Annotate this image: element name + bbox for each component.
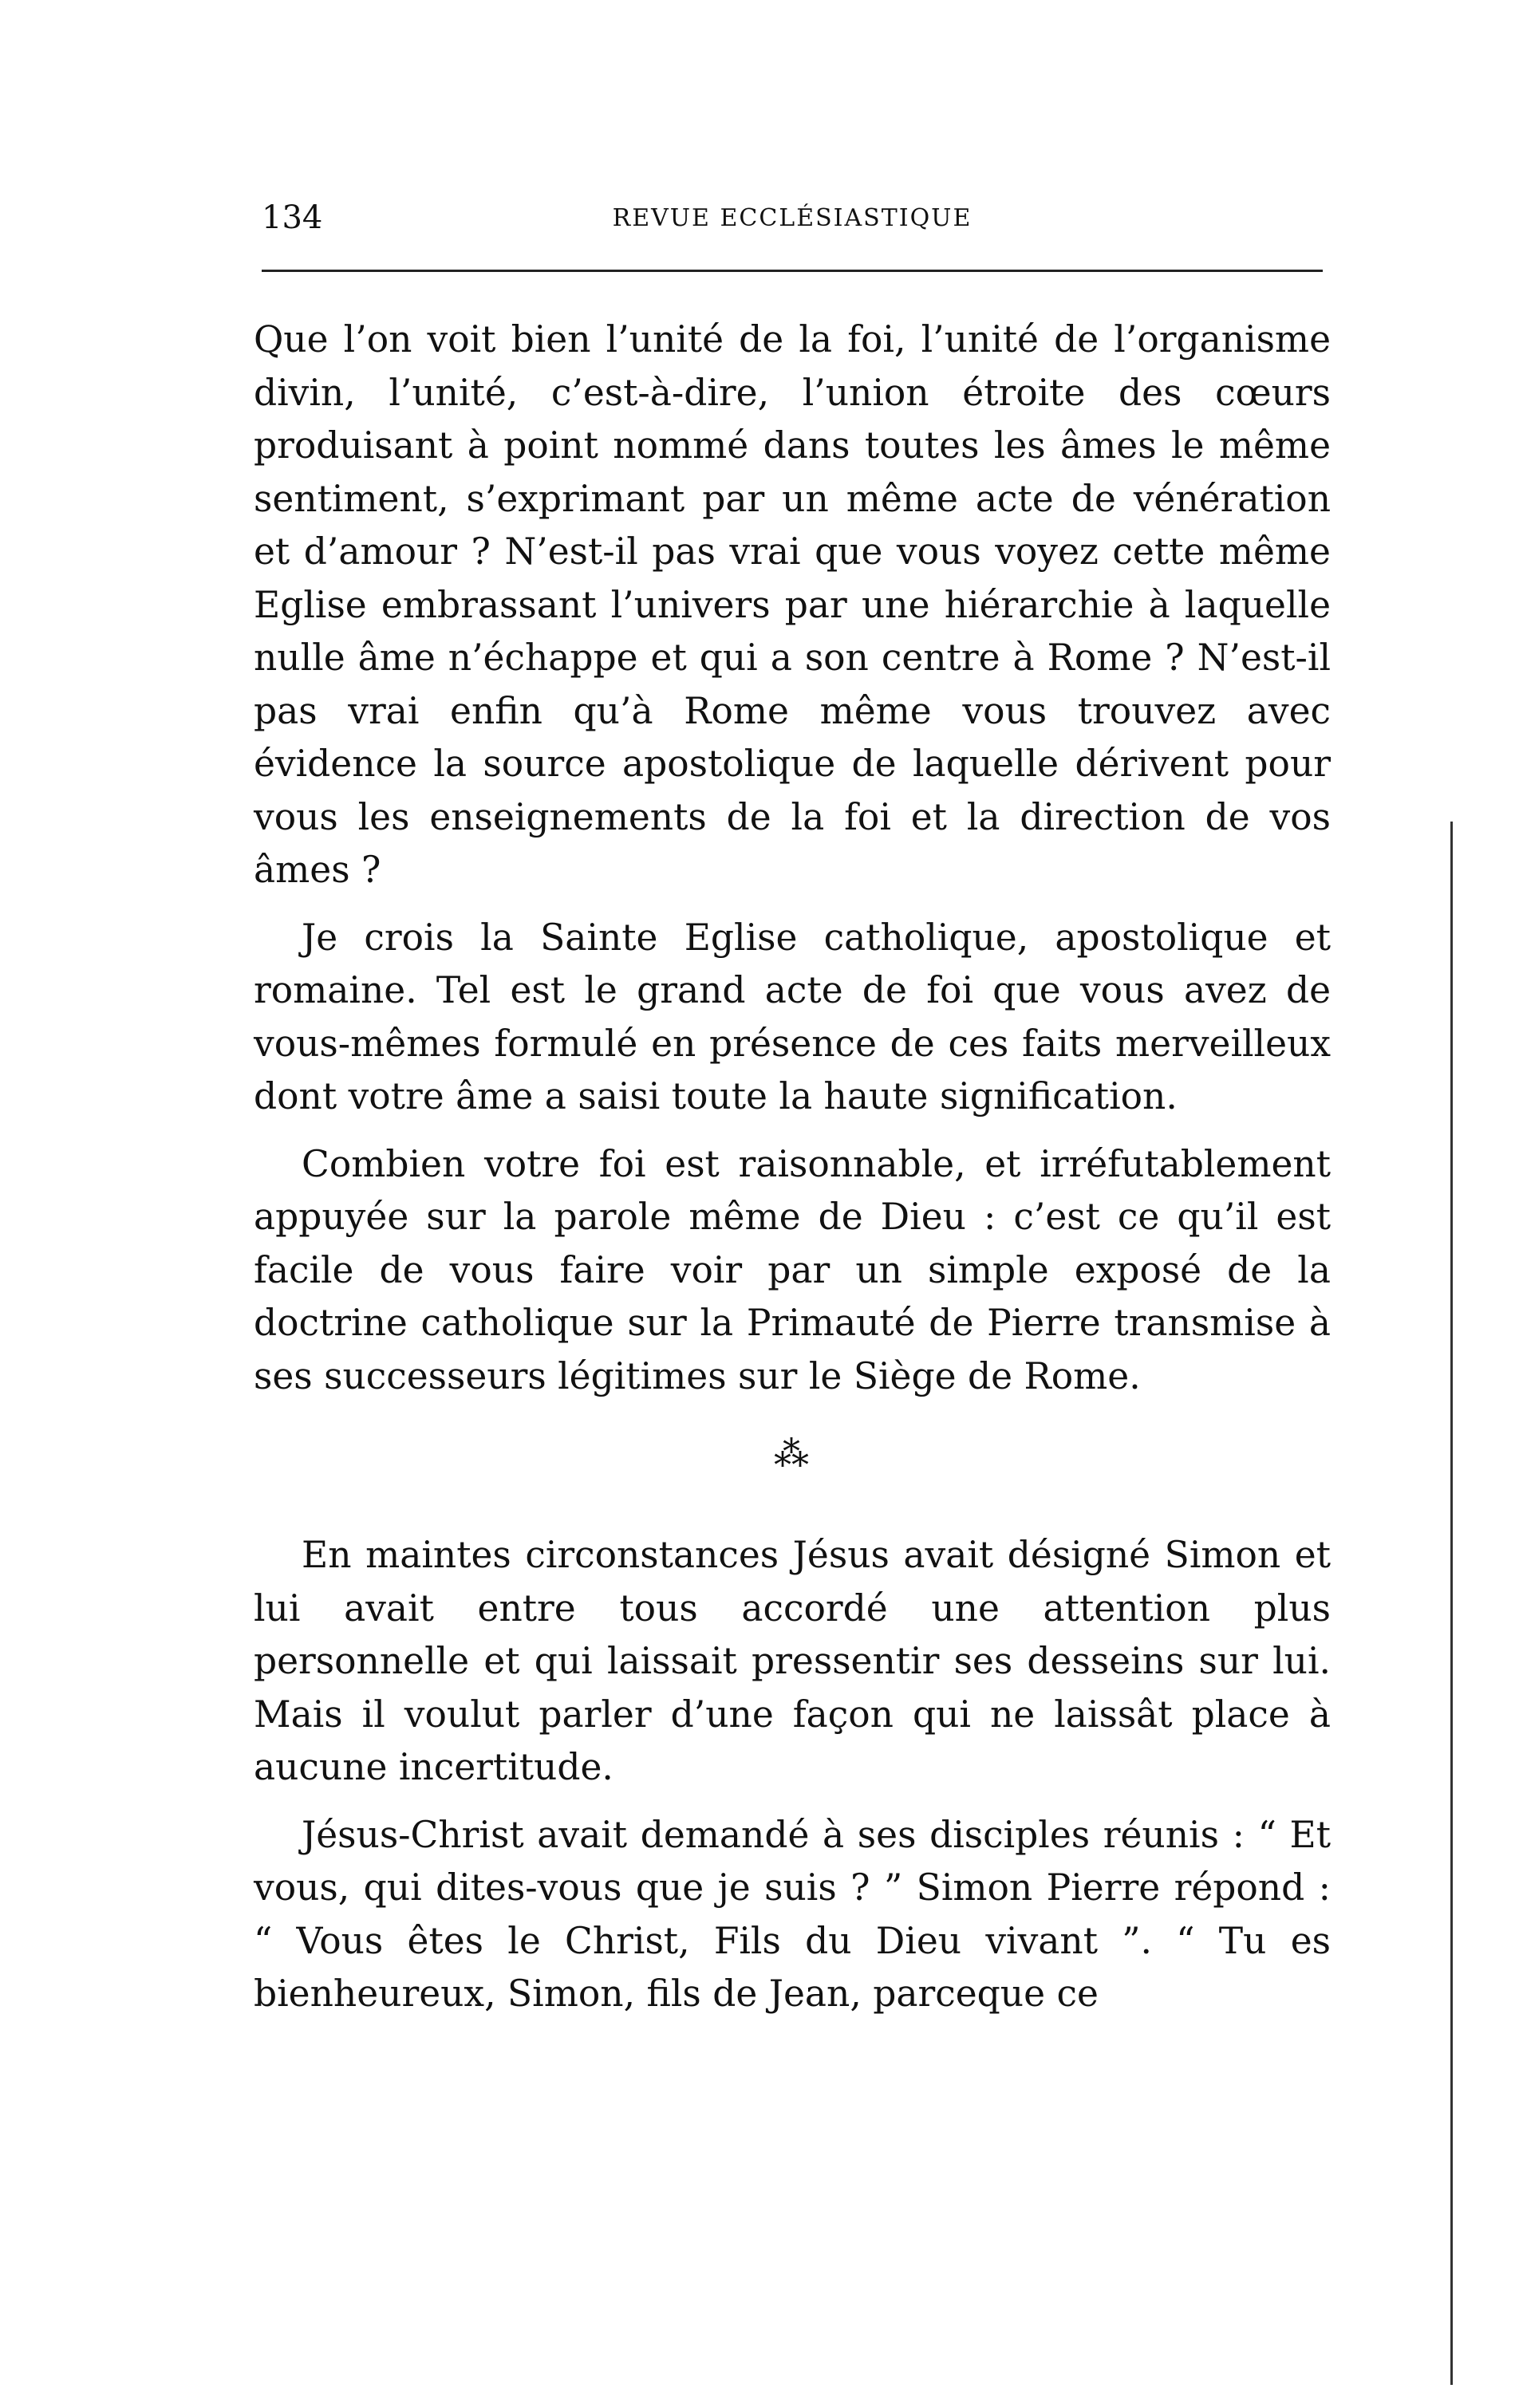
page-header bbox=[254, 199, 1331, 247]
paragraph-4: En maintes circonstances Jésus avait désigné Simon et lui avait entre tous accordé une attention plus personnelle et qui laissait pressentir ses desseins sur lui. Mais il voulut parler d’une façon qui ne laissât place à aucune incertitude. bbox=[254, 1534, 1331, 1788]
page-edge-line bbox=[1450, 822, 1453, 2385]
running-title: REVUE ECCLÉSIASTIQUE bbox=[612, 204, 973, 232]
paragraph-2: Je crois la Sainte Eglise catholique, apostolique et romaine. Tel est le grand acte de foi que vous avez de vous-mêmes formulé en présence de ces faits merveilleux dont votre âme a saisi toute la haute signification. bbox=[254, 916, 1331, 1117]
paragraph-3: Combien votre foi est raisonnable, et irréfutablement appuyée sur la parole même de Dieu : c’est ce qu’il est facile de vous faire voir par un simple exposé de la doctrine catholique sur la Primauté de Pierre transmise à ses successeurs légitimes sur le Siège de Rome. bbox=[254, 1142, 1331, 1397]
book-page bbox=[254, 199, 1331, 2036]
body-text bbox=[254, 313, 1331, 2021]
paragraph-5: Jésus-Christ avait demandé à ses disciples réunis : “ Et vous, qui dites-vous que je suis ? ” Simon Pierre répond : “ Vous êtes le Christ, Fils du Dieu vivant ”. “ Tu es bienheureux, Simon, fils de Jean, parceque ce bbox=[254, 1813, 1331, 2015]
page-number: 134 bbox=[262, 199, 323, 236]
paragraph-1: Que l’on voit bien l’unité de la foi, l’unité de l’organisme divin, l’unité, c’est-à-dire, l’union étroite des cœurs produisant à point nommé dans toutes les âmes le même sentiment, s’exprimant par un même acte de vénération et d’amour ? N’est-il pas vrai que vous voyez cette même Eglise embrassant l’univers par une hiérarchie à laquelle nulle âme n’échappe et qui a son centre à Rome ? N’est-il pas vrai enfin qu’à Rome même vous trouvez avec évidence la source apostolique de laquelle dérivent pour vous les enseignements de la foi et la direction de vos âmes ? bbox=[254, 318, 1331, 891]
section-separator: ⁂ bbox=[774, 1434, 811, 1475]
header-rule bbox=[262, 270, 1323, 272]
